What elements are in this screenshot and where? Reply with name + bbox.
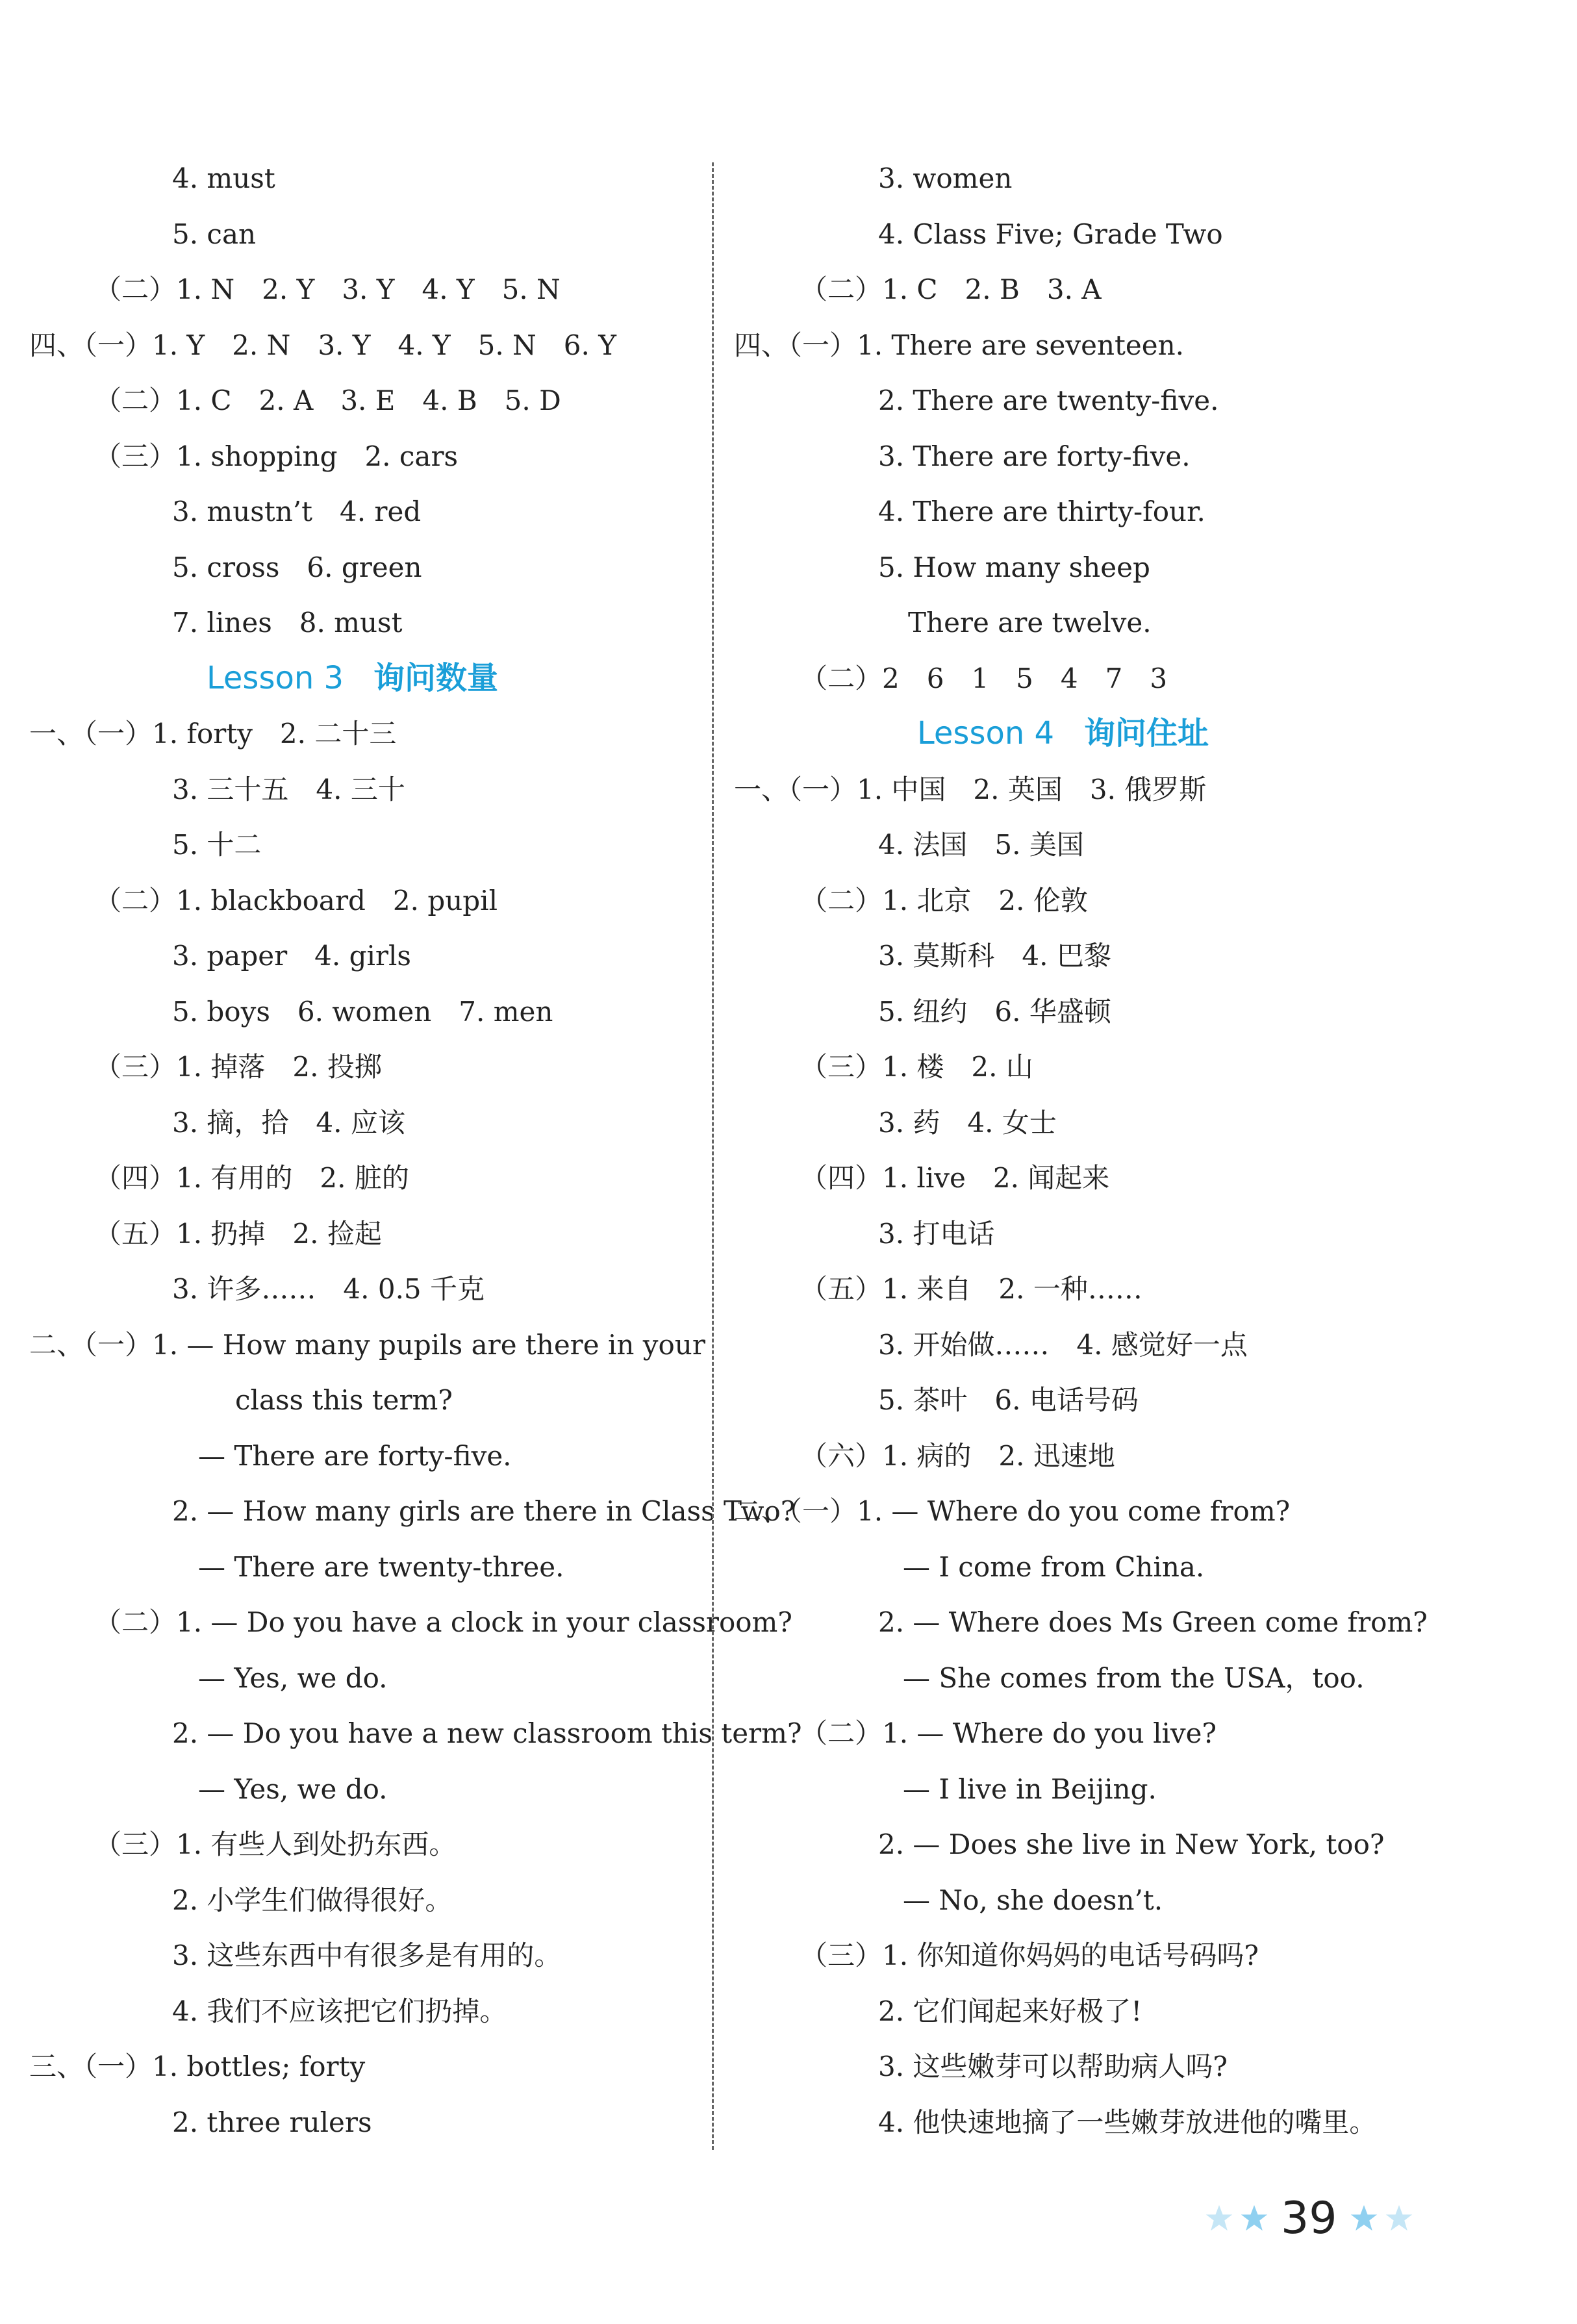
answer-line: 5. cross 6. green — [172, 551, 422, 583]
answer-line: 2. three rulers — [172, 2106, 372, 2138]
answer-line: 4. There are thirty-four. — [878, 496, 1205, 527]
answer-line: 3. paper 4. girls — [172, 940, 411, 972]
lesson-number: Lesson 3 — [207, 659, 344, 696]
answer-line: 3. 这些东西中有很多是有用的。 — [172, 1939, 562, 1971]
answer-line: 2. — How many girls are there in Class Two? — [172, 1495, 796, 1527]
answer-line: 3. 许多…… 4. 0.5 千克 — [172, 1273, 485, 1305]
answer-line: （三）1. shopping 2. cars — [94, 440, 459, 472]
answer-line: — There are twenty-three. — [198, 1550, 564, 1583]
answer-line: （四）1. live 2. 闻起来 — [800, 1162, 1110, 1194]
lesson-topic: 询问数量 — [373, 659, 499, 696]
answer-line: （六）1. 病的 2. 迅速地 — [800, 1439, 1115, 1472]
answer-line: 2. — Do you have a new classroom this term? — [172, 1717, 802, 1749]
answer-line: 3. 开始做…… 4. 感觉好一点 — [878, 1328, 1248, 1361]
answer-line: （二）1. C 2. A 3. E 4. B 5. D — [94, 385, 561, 416]
answer-line: （二）1. — Where do you live? — [800, 1717, 1217, 1749]
answer-line: 3. women — [878, 162, 1013, 194]
answer-line: （三）1. 掉落 2. 投掷 — [94, 1051, 382, 1083]
answer-line: （五）1. 来自 2. 一种…… — [800, 1273, 1142, 1305]
answer-line: 3. 打电话 — [878, 1217, 995, 1250]
answer-line: 二、（一）1. — Where do you come from? — [734, 1495, 1291, 1527]
answer-line: 2. 小学生们做得很好。 — [172, 1884, 453, 1916]
answer-line: 3. mustn’t 4. red — [172, 496, 422, 527]
answer-line: 3. There are forty-five. — [878, 440, 1191, 472]
answer-line: 3. 莫斯科 4. 巴黎 — [878, 940, 1111, 972]
answer-line: 3. 摘，拾 4. 应该 — [172, 1106, 405, 1139]
star-icon — [1205, 2204, 1233, 2232]
page-footer — [1202, 2189, 1417, 2247]
answer-line: 一、（一）1. forty 2. 二十三 — [29, 718, 397, 750]
answer-line: — I live in Beijing. — [903, 1773, 1157, 1805]
answer-line: 4. 法国 5. 美国 — [878, 829, 1084, 861]
star-icon — [1385, 2204, 1413, 2232]
answer-line: — No, she doesn’t. — [903, 1884, 1163, 1916]
answer-line: 7. lines 8. must — [172, 607, 403, 638]
star-icon — [1350, 2204, 1378, 2232]
answer-line: 4. Class Five; Grade Two — [878, 218, 1223, 250]
answer-line: 5. boys 6. women 7. men — [172, 995, 553, 1028]
answer-line: （二）1. 北京 2. 伦敦 — [800, 884, 1088, 916]
answer-line: — There are forty-five. — [198, 1439, 512, 1472]
answer-line: 3. 三十五 4. 三十 — [172, 773, 405, 805]
answer-line: 2. There are twenty-five. — [878, 385, 1219, 416]
answer-line: 2. 它们闻起来好极了! — [878, 1995, 1142, 2027]
star-icon — [1240, 2204, 1268, 2232]
answer-line: 4. 他快速地摘了一些嫩芽放进他的嘴里。 — [878, 2106, 1377, 2138]
answer-line: （二）1. N 2. Y 3. Y 4. Y 5. N — [94, 273, 561, 305]
answer-line: （二）1. — Do you have a clock in your classroom? — [94, 1606, 792, 1638]
answer-line: 5. 茶叶 6. 电话号码 — [878, 1384, 1139, 1416]
answer-line: （二）2 6 1 5 4 7 3 — [800, 662, 1168, 694]
answer-line: — Yes, we do. — [198, 1773, 388, 1805]
lesson-heading — [917, 715, 1209, 752]
lesson-topic: 询问住址 — [1084, 715, 1209, 752]
answer-line: （三）1. 有些人到处扔东西。 — [94, 1828, 457, 1860]
answer-line: （四）1. 有用的 2. 脏的 — [94, 1162, 409, 1194]
column-divider — [712, 162, 714, 2150]
answer-line: — She comes from the USA，too. — [903, 1661, 1365, 1694]
answer-line: 5. can — [172, 218, 257, 250]
answer-line: 四、（一）1. There are seventeen. — [734, 329, 1184, 361]
answer-line: — Yes, we do. — [198, 1661, 388, 1694]
answer-line: 5. How many sheep — [878, 551, 1150, 583]
answer-line: 四、（一）1. Y 2. N 3. Y 4. Y 5. N 6. Y — [29, 329, 616, 361]
answer-line: class this term? — [235, 1384, 453, 1416]
answer-line: 3. 药 4. 女士 — [878, 1106, 1057, 1139]
answer-line: 4. 我们不应该把它们扔掉。 — [172, 1995, 507, 2027]
lesson-number: Lesson 4 — [917, 715, 1055, 752]
answer-line: 3. 这些嫩芽可以帮助病人吗? — [878, 2051, 1228, 2082]
answer-line: （二）1. blackboard 2. pupil — [94, 884, 498, 916]
answer-line: 4. must — [172, 162, 275, 194]
answer-line: 三、（一）1. bottles; forty — [29, 2051, 366, 2082]
answer-line: — I come from China. — [903, 1550, 1205, 1583]
lesson-heading — [207, 660, 498, 696]
answer-line: （五）1. 扔掉 2. 捡起 — [94, 1217, 382, 1250]
answer-line: （三）1. 你知道你妈妈的电话号码吗? — [800, 1939, 1259, 1971]
answer-line: 5. 纽约 6. 华盛顿 — [878, 995, 1111, 1028]
answer-line: （二）1. C 2. B 3. A — [800, 273, 1102, 305]
page-number: 39 — [1281, 2192, 1337, 2244]
answer-line: 2. — Does she live in New York, too? — [878, 1828, 1385, 1860]
answer-line: 5. 十二 — [172, 829, 262, 861]
answer-line: 二、（一）1. — How many pupils are there in your — [29, 1328, 705, 1361]
answer-line: （三）1. 楼 2. 山 — [800, 1051, 1033, 1083]
answer-line: There are twelve. — [908, 607, 1152, 638]
answer-line: 一、（一）1. 中国 2. 英国 3. 俄罗斯 — [734, 773, 1207, 805]
answer-line: 2. — Where does Ms Green come from? — [878, 1606, 1428, 1638]
